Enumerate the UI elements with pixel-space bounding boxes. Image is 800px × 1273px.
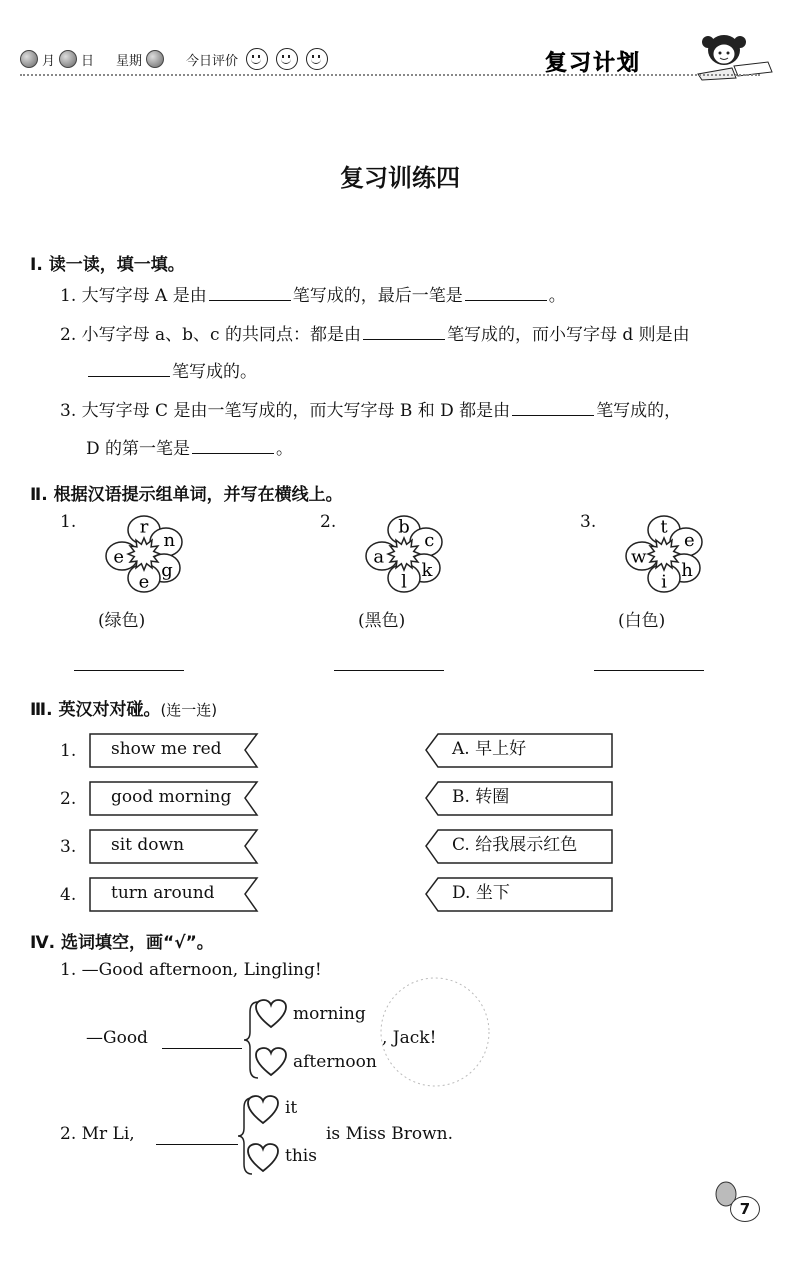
petal-letter: e bbox=[138, 571, 150, 593]
petal-letter: b bbox=[398, 516, 410, 538]
smiley-icon bbox=[276, 48, 298, 70]
q3-part-b: 笔写成的， bbox=[596, 401, 682, 421]
flower-number: 1. bbox=[60, 512, 77, 532]
petal-letter: c bbox=[424, 530, 435, 552]
answer-blank[interactable] bbox=[209, 299, 291, 301]
flower-icon bbox=[600, 508, 730, 608]
day-label: 日 bbox=[81, 53, 95, 69]
match-text-zh: C. 给我展示红色 bbox=[452, 835, 578, 855]
petal-letter: n bbox=[163, 530, 176, 552]
section1-q3 bbox=[60, 403, 681, 420]
color-hint: (白色) bbox=[618, 611, 666, 631]
day-dot-icon bbox=[59, 50, 77, 68]
smiley-icon bbox=[246, 48, 268, 70]
answer-blank[interactable] bbox=[512, 414, 594, 416]
answer-line[interactable] bbox=[74, 670, 184, 671]
answer-blank[interactable] bbox=[465, 299, 547, 301]
flower-icon bbox=[80, 508, 210, 608]
match-number: 2. bbox=[60, 789, 77, 809]
section1-heading: Ⅰ. 读一读，填一填。 bbox=[30, 255, 185, 275]
watermark-stamp bbox=[365, 972, 505, 1092]
match-text-zh: B. 转圈 bbox=[452, 787, 510, 807]
q1-part-b: 笔写成的，最后一笔是 bbox=[292, 286, 463, 306]
answer-line[interactable] bbox=[334, 670, 444, 671]
answer-blank[interactable] bbox=[156, 1144, 238, 1145]
smiley-icon bbox=[306, 48, 328, 70]
q3-part-c: D 的第一笔是 bbox=[86, 439, 191, 459]
heart-checkbox-icon[interactable] bbox=[254, 998, 288, 1030]
answer-blank[interactable] bbox=[363, 338, 445, 340]
match-text-zh: A. 早上好 bbox=[452, 739, 527, 759]
section4-q1-prefix: —Good bbox=[86, 1028, 148, 1048]
section2-heading: Ⅱ. 根据汉语提示组单词，并写在横线上。 bbox=[30, 485, 343, 505]
header-divider bbox=[20, 74, 760, 76]
section4-q1-line1: 1. —Good afternoon, Lingling! bbox=[60, 960, 322, 980]
weekday-label: 星期 bbox=[116, 53, 143, 69]
section1-q1 bbox=[60, 288, 566, 305]
q1-part-a: 1. 大写字母 A 是由 bbox=[60, 286, 207, 306]
page-title: 复习训练四 bbox=[340, 164, 460, 192]
evaluation-label: 今日评价 bbox=[186, 53, 239, 69]
answer-blank[interactable] bbox=[88, 375, 170, 377]
month-label: 月 bbox=[42, 53, 56, 69]
color-hint: (绿色) bbox=[98, 611, 146, 631]
section4-q2-suffix: is Miss Brown. bbox=[326, 1124, 454, 1144]
heart-checkbox-icon[interactable] bbox=[254, 1046, 288, 1078]
heart-checkbox-icon[interactable] bbox=[246, 1094, 280, 1126]
section4-heading: Ⅳ. 选词填空，画“√”。 bbox=[30, 933, 214, 953]
q3-part-d: 。 bbox=[276, 439, 294, 459]
match-text-en: sit down bbox=[111, 835, 185, 855]
flower-number: 2. bbox=[320, 512, 337, 532]
section3-title: Ⅲ. 英汉对对碰。 bbox=[30, 700, 161, 720]
page-number: 7 bbox=[730, 1196, 760, 1222]
section4-q1-suffix: , Jack! bbox=[382, 1028, 437, 1048]
match-number: 1. bbox=[60, 741, 77, 761]
section1-q2 bbox=[60, 327, 690, 344]
header-bar bbox=[20, 48, 328, 70]
petal-letter: r bbox=[139, 516, 149, 538]
section1-q3-cont bbox=[86, 441, 293, 458]
option-morning: morning bbox=[293, 1004, 366, 1024]
q2-part-a: 2. 小写字母 a、b、c 的共同点：都是由 bbox=[60, 325, 361, 345]
match-number: 3. bbox=[60, 837, 77, 857]
section4-q2-prefix: 2. Mr Li, bbox=[60, 1124, 135, 1144]
q2-part-c: 笔写成的。 bbox=[172, 362, 257, 382]
petal-letter: l bbox=[401, 571, 407, 593]
match-text-en: good morning bbox=[111, 787, 232, 807]
section1-q2-cont bbox=[86, 364, 257, 381]
weekday-dot-icon bbox=[146, 50, 164, 68]
q3-part-a: 3. 大写字母 C 是由一笔写成的，而大写字母 B 和 D 都是由 bbox=[60, 401, 511, 421]
flower-icon bbox=[340, 508, 470, 608]
petal-letter: e bbox=[113, 546, 125, 568]
option-it: it bbox=[285, 1098, 298, 1118]
match-text-en: show me red bbox=[111, 739, 222, 759]
q1-part-c: 。 bbox=[548, 286, 566, 306]
section3-note: (连一连) bbox=[160, 701, 218, 719]
petal-letter: a bbox=[373, 546, 385, 568]
answer-blank[interactable] bbox=[162, 1048, 242, 1049]
petal-letter: k bbox=[421, 560, 433, 582]
answer-line[interactable] bbox=[594, 670, 704, 671]
petal-letter: e bbox=[683, 530, 695, 552]
review-plan-title: 复习计划 bbox=[545, 51, 642, 76]
option-this: this bbox=[285, 1146, 317, 1166]
match-number: 4. bbox=[60, 885, 77, 905]
flower-number: 3. bbox=[580, 512, 597, 532]
color-hint: (黑色) bbox=[358, 611, 406, 631]
match-text-en: turn around bbox=[111, 883, 215, 903]
option-afternoon: afternoon bbox=[293, 1052, 377, 1072]
petal-letter: g bbox=[161, 560, 173, 582]
answer-blank[interactable] bbox=[192, 452, 274, 454]
month-dot-icon bbox=[20, 50, 38, 68]
heart-checkbox-icon[interactable] bbox=[246, 1142, 280, 1174]
section3-heading bbox=[30, 695, 217, 720]
petal-letter: i bbox=[661, 571, 667, 593]
petal-letter: h bbox=[681, 560, 693, 582]
petal-letter: t bbox=[660, 516, 668, 538]
q2-part-b: 笔写成的，而小写字母 d 则是由 bbox=[446, 325, 690, 345]
match-text-zh: D. 坐下 bbox=[452, 883, 510, 903]
petal-letter: w bbox=[630, 546, 647, 568]
